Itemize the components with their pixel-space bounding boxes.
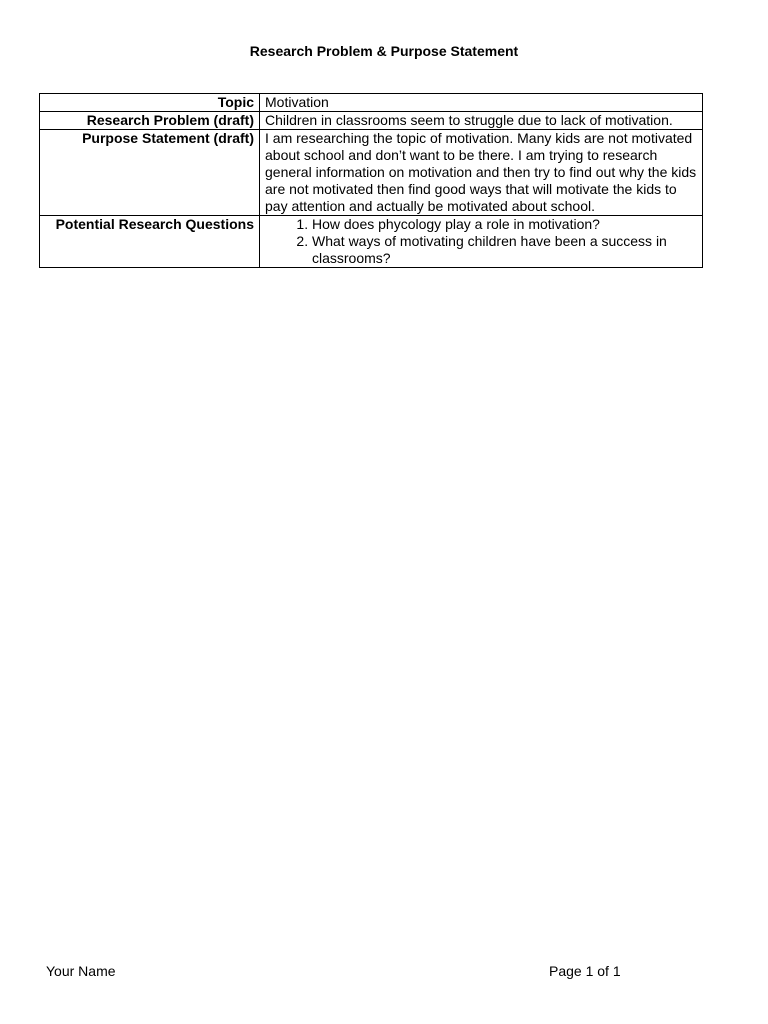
purpose-statement-row <box>40 130 703 216</box>
research-problem-row <box>40 112 703 130</box>
research-question-item: 2. What ways of motivating children have been a success in classrooms? <box>312 233 697 267</box>
topic-row <box>40 94 703 112</box>
research-questions-row <box>40 216 703 268</box>
topic-label: Topic <box>40 94 260 112</box>
purpose-statement-label: Purpose Statement (draft) <box>40 130 260 216</box>
research-form-table <box>39 93 703 268</box>
footer-page-number: Page 1 of 1 <box>549 963 621 979</box>
research-question-item: 1. How does phycology play a role in motivation? <box>312 216 697 233</box>
research-questions-label: Potential Research Questions <box>40 216 260 268</box>
research-questions-value <box>260 216 703 268</box>
document-title: Research Problem & Purpose Statement <box>249 43 519 59</box>
research-problem-value: Children in classrooms seem to struggle due to lack of motivation. <box>260 112 703 130</box>
topic-value: Motivation <box>260 94 703 112</box>
research-questions-list <box>265 216 697 267</box>
footer-name: Your Name <box>46 963 116 979</box>
research-problem-label: Research Problem (draft) <box>40 112 260 130</box>
purpose-statement-value: I am researching the topic of motivation. Many kids are not motivated about school and don’t want to be there. I am trying to research general information on motivation and then try to find out why the kids are not motivated then find good ways that will motivate the kids to pay attention and actually be motivated about school. <box>260 130 703 216</box>
